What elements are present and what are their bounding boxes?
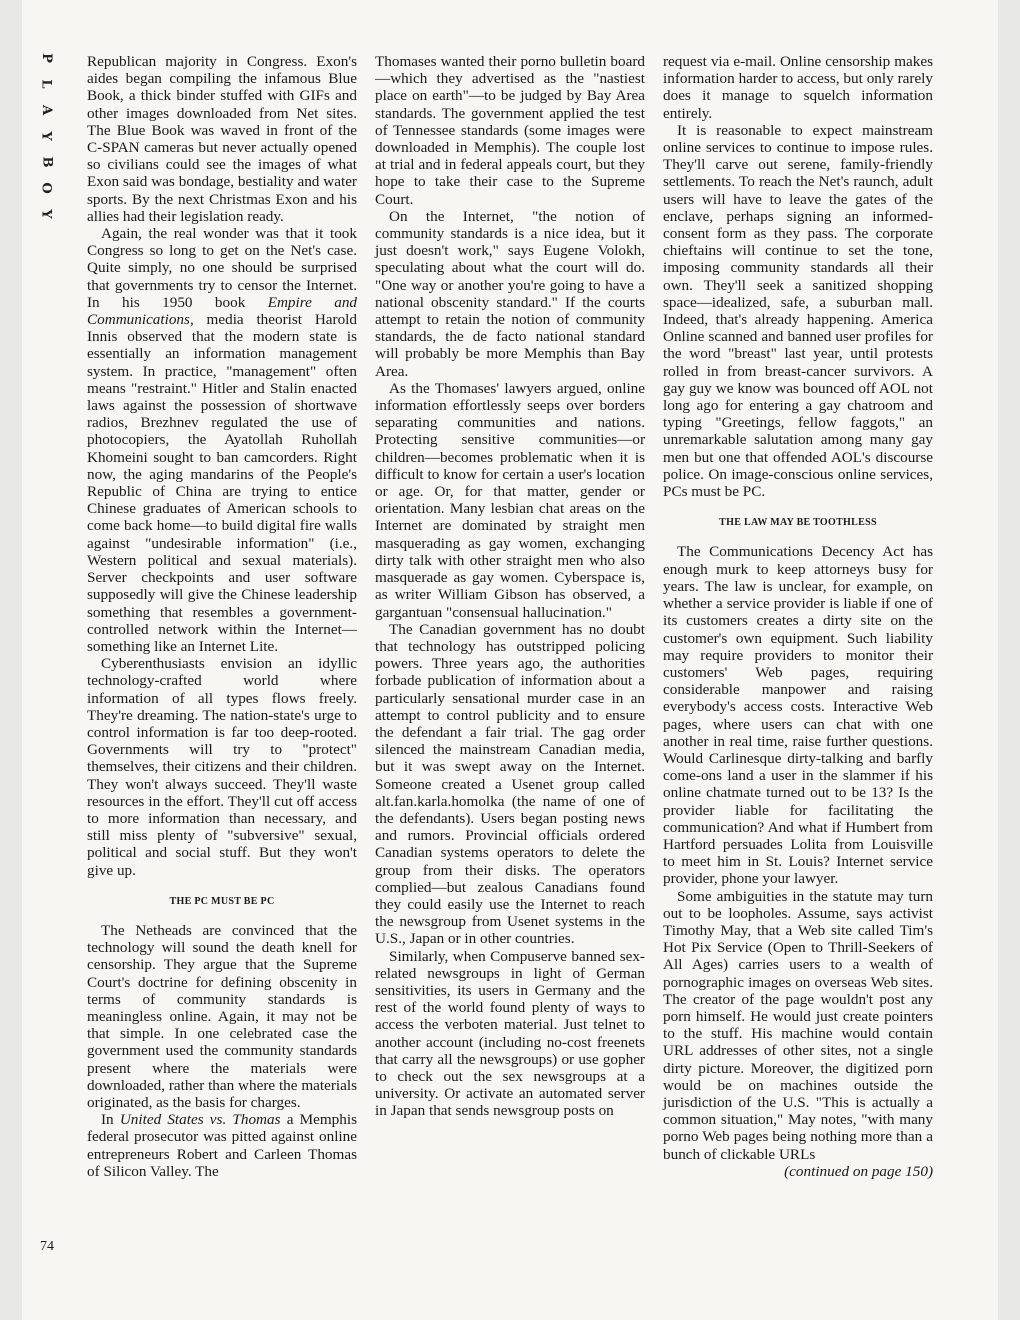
- case-name: United States vs. Thomas: [119, 1111, 281, 1129]
- side-tab-letter: O: [38, 182, 54, 194]
- paragraph: On the Internet, "the notion of community standards is a nice idea, but it just doesn't work," says Eugene Volokh, speculating about what the court will do. "One way or another you're going to have a national obscenity standard." If the courts attempt to retain the notion of community standards, the de facto national standard will probably be more Memphis than Bay Area.: [375, 207, 645, 380]
- paragraph: Cyberenthusiasts envision an idyllic technology-crafted world where information of all types flows freely. They're dreaming. The nation-state's urge to control information is far too deep-rooted. Governments will try to "protect" themselves, their citizens and their children. They won't always succeed. They'll waste resources in the effort. They'll cut off access to more information than necessary, and still miss plenty of "subversive" sexual, political and social stuff. But they won't give up.: [87, 655, 357, 879]
- page-number: 74: [40, 1239, 54, 1254]
- article-column-2: [375, 53, 645, 1120]
- paragraph: [87, 225, 357, 655]
- paragraph-text: Again, the real wonder was that it took Congress so long to get on the Net's case. Quite simply, no one should be surprised that governments try to censor the Internet. In his 1950 book: [87, 225, 357, 311]
- paragraph: It is reasonable to expect mainstream online services to continue to impose rules. They'll carve out serene, family-friendly settlements. To reach the Net's raunch, adult users will have to leave the gates of the enclave, perhaps signing an informed-consent form as they pass. The corporate chieftains will continue to set the tone, imposing community standards all their own. They'll seek a sanitized shopping space—idealized, safe, a suburban mall. Indeed, that's already happening. America Online scanned and banned user profiles for the word "breast" last year, until protests rolled in from breast-cancer survivors. A gay guy we know was bounced off AOL not long ago for entering a gay chatroom and typing "Greetings, fellow faggots," an unremarkable salutation among many gay men but one that offended AOL's discourse police. On image-conscious online services, PCs must be PC.: [663, 121, 933, 501]
- side-tab-letter: Y: [39, 131, 54, 141]
- paragraph-text: media theorist Harold Innis observed that the modern state is essentially an information management system. In practice, "management" often means "restraint." Hitler and Stalin enacted laws against the possession of shortwave radios, Brezhnev regulated the use of photocopiers, the Ayatollah Ruhollah Khomeini sought to ban camcorders. Right now, the aging mandarins of the People's Republic of China are trying to entice Chinese graduates of American schools to come back home—to build digital fire walls against "undesirable information" (i.e., Western political and sexual materials). Server checkpoints and user software supposedly will give the Chinese leadership something that resembles a government-controlled network within the Internet—something like an Internet Lite.: [87, 311, 357, 655]
- section-subhead: THE PC MUST BE PC: [169, 895, 275, 907]
- paragraph: [87, 1111, 357, 1180]
- magazine-side-tab: [38, 50, 54, 222]
- paragraph-text: In: [101, 1111, 120, 1129]
- paragraph: The Netheads are convinced that the technology will sound the death knell for censorship. They argue that the Supreme Court's doctrine for defining obscenity in terms of community standards is meaningless online. Again, it may not be that simple. In one celebrated case the government used the community standards present where the materials were downloaded, rather than where the materials originated, as the basis for charges.: [87, 921, 357, 1111]
- side-tab-letter: A: [39, 104, 54, 116]
- continuation-note: (continued on page 150): [784, 1162, 933, 1180]
- article-column-3: [663, 53, 933, 1180]
- paragraph: The Communications Decency Act has enough murk to keep attorneys busy for years. The law is unclear, for example, on whether a service provider is liable if one of its customers creates a dirty site on the customer's own equipment. Such liability may require providers to monitor their customers' Web pages, requiring considerable manpower and raising everybody's access costs. Interactive Web pages, where users can chat with one another in real time, raise further questions. Would Carlinesque dirty-talking and barfly come-ons land a user in the slammer if his online chatmate turned out to be 13? Is the provider liable for facilitating the communication? And what if Humbert from Hartford persuades Lolita from Louisville to meet him in St. Louis? Internet service provider, phone your lawyer.: [663, 543, 933, 888]
- paragraph-text: a Memphis federal prosecutor was pitted against online entrepreneurs Robert and Carleen Thomas of Silicon Valley. The: [87, 1111, 357, 1180]
- paragraph: As the Thomases' lawyers argued, online information effortlessly seeps over borders separating communities and nations. Protecting sensitive communities—or children—becomes problematic when it is difficult to know for certain a user's location or age. Or, for that matter, gender or orientation. Many lesbian chat areas on the Internet are dominated by straight men masquerading as gay women, exchanging dirty talk with other straight men who also masquerade as gay women. Cyberspace is, as writer William Gibson has observed, a gargantuan "consensual hallucination.": [375, 379, 645, 621]
- side-tab-letter: L: [38, 79, 54, 89]
- paragraph: Republican majority in Congress. Exon's aides began compiling the infamous Blue Book, a thick binder stuffed with GIFs and other images downloaded from Net sites. The Blue Book was waved in front of the C-SPAN cameras but never actually opened so civilians could see the images of what Exon said was bondage, bestiality and water sports. By the next Christmas Exon and his allies had their legislation ready.: [87, 53, 357, 225]
- paragraph: Some ambiguities in the statute may turn out to be loopholes. Assume, says activist Timothy May, that a Web site called Tim's Hot Pix Service (Open to Thrill-Seekers of All Ages) carries users to a wealth of pornographic images on overseas Web sites. The creator of the page wouldn't post any porn himself. He would just create pointers to the stuff. His machine would contain URL addresses of other sites, not a single dirty picture. Moreover, the digitized porn would be on machines outside the jurisdiction of the U.S. "This is actually a common situation," May notes, "with many porno Web pages being nothing more than a bunch of clickable URLs: [663, 887, 933, 1163]
- side-tab-letter: P: [39, 53, 54, 63]
- paragraph: request via e-mail. Online censorship makes information harder to access, but only rarely does it manage to squelch information entirely.: [663, 53, 933, 122]
- paragraph: The Canadian government has no doubt that technology has outstripped policing powers. Three years ago, the authorities forbade publication of information about a particularly sensational murder case in an attempt to control publicity and to ensure the defendant a fair trial. The gag order silenced the mainstream Canadian media, but it was swept away on the Internet. Someone created a Usenet group called alt.fan.karla.homolka (the name of one of the defendants). Users began posting news and rumors. Provincial officials ordered Canadian systems operators to delete the group from their disks. The operators complied—but zealous Canadians found they could easily use the Internet to reach the newsgroup from Usenet systems in the U.S., Japan or in other countries.: [375, 620, 645, 948]
- section-subhead: THE LAW MAY BE TOOTHLESS: [719, 517, 877, 529]
- paragraph: Similarly, when Compuserve banned sex-related newsgroups in light of German sensitivities, its users in Germany and the rest of the world found plenty of ways to access the verboten material. Just telnet to another account (including no-cost freenets that carry all the newsgroups) or use gopher to check out the sex newsgroups at a university. Or activate an automated server in Japan that sends newsgroup posts on: [375, 947, 645, 1120]
- article-column-1: [87, 53, 357, 1180]
- paragraph: Thomases wanted their porno bulletin board—which they advertised as the "nastiest place on earth"—to be judged by Bay Area standards. The government applied the test of Tennessee standards (some images were downloaded in Memphis). The couple lost at trial and in federal appeals court, but they hope to take their case to the Supreme Court.: [375, 53, 645, 208]
- side-tab-letter: B: [39, 156, 54, 168]
- side-tab-letter: Y: [39, 209, 54, 219]
- book-title: Empire and Communications,: [87, 293, 358, 329]
